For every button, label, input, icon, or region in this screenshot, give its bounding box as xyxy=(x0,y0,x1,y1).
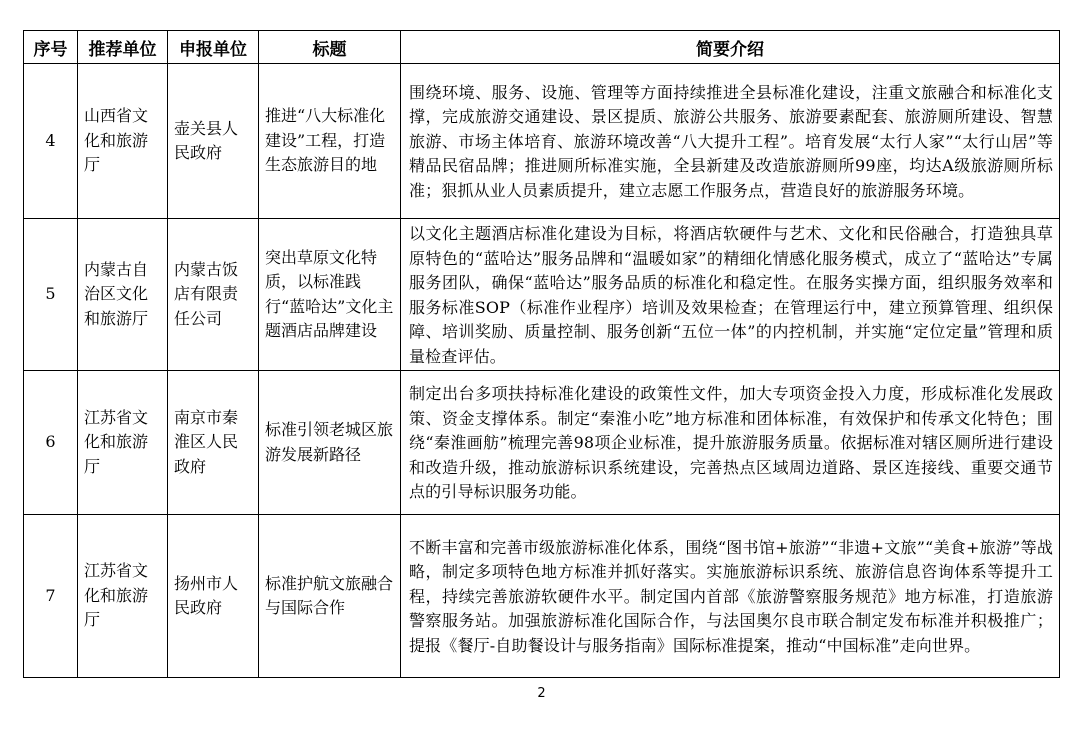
cell-serial-number: 5 xyxy=(24,219,78,371)
cell-serial-number: 7 xyxy=(24,515,78,678)
cell-title: 推进“八大标准化建设”工程，打造生态旅游目的地 xyxy=(259,64,401,219)
cell-title: 标准护航文旅融合与国际合作 xyxy=(259,515,401,678)
cell-title: 标准引领老城区旅游发展新路径 xyxy=(259,371,401,515)
header-brief-introduction: 简要介绍 xyxy=(401,31,1060,64)
cell-applying-unit: 南京市秦淮区人民政府 xyxy=(168,371,259,515)
table-header-row xyxy=(24,31,1060,64)
cell-applying-unit: 内蒙古饭店有限责任公司 xyxy=(168,219,259,371)
header-applying-unit: 申报单位 xyxy=(168,31,259,64)
cell-brief-introduction: 制定出台多项扶持标准化建设的政策性文件，加大专项资金投入力度，形成标准化发展政策、资金支撑体系。制定“秦淮小吃”地方标准和团体标准，有效保护和传承文化特色；围绕“秦淮画舫”梳理完善98项企业标准，提升旅游服务质量。依据标准对辖区厕所进行建设和改造升级，推动旅游标识系统建设，完善热点区域周边道路、景区连接线、重要交通节点的引导标识服务功能。 xyxy=(401,371,1060,515)
cell-recommending-unit: 山西省文化和旅游厅 xyxy=(78,64,168,219)
cell-recommending-unit: 江苏省文化和旅游厅 xyxy=(78,371,168,515)
page-number: 2 xyxy=(537,686,546,701)
cell-serial-number: 4 xyxy=(24,64,78,219)
header-title: 标题 xyxy=(259,31,401,64)
header-serial-number: 序号 xyxy=(24,31,78,64)
standardization-cases-table xyxy=(23,30,1060,678)
cell-serial-number: 6 xyxy=(24,371,78,515)
cell-brief-introduction: 围绕环境、服务、设施、管理等方面持续推进全县标准化建设，注重文旅融合和标准化支撑，完成旅游交通建设、景区提质、旅游公共服务、旅游要素配套、旅游厕所建设、智慧旅游、市场主体培育、旅游环境改善“八大提升工程”。培育发展“太行人家”“太行山居”等精品民宿品牌；推进厕所标准实施，全县新建及改造旅游厕所99座，均达A级旅游厕所标准；狠抓从业人员素质提升，建立志愿工作服务点，营造良好的旅游服务环境。 xyxy=(401,64,1060,219)
table-row xyxy=(24,515,1060,678)
cell-brief-introduction: 以文化主题酒店标准化建设为目标，将酒店软硬件与艺术、文化和民俗融合，打造独具草原特色的“蓝哈达”服务品牌和“温暖如家”的精细化情感化服务模式，成立了“蓝哈达”专属服务团队，确保“蓝哈达”服务品质的标准化和稳定性。在服务实操方面，组织服务效率和服务标准SOP（标准作业程序）培训及效果检查；在管理运行中，建立预算管理、组织保障、培训奖励、质量控制、服务创新“五位一体”的内控机制，并实施“定位定量”管理和质量检查评估。 xyxy=(401,219,1060,371)
cell-recommending-unit: 内蒙古自治区文化和旅游厅 xyxy=(78,219,168,371)
cell-applying-unit: 扬州市人民政府 xyxy=(168,515,259,678)
table-row xyxy=(24,219,1060,371)
cell-applying-unit: 壶关县人民政府 xyxy=(168,64,259,219)
header-recommending-unit: 推荐单位 xyxy=(78,31,168,64)
cell-brief-introduction: 不断丰富和完善市级旅游标准化体系，围绕“图书馆+旅游”“非遗+文旅”“美食+旅游”等战略，制定多项特色地方标准并抓好落实。实施旅游标识系统、旅游信息咨询体系等提升工程，持续完善旅游软硬件水平。制定国内首部《旅游警察服务规范》地方标准，打造旅游警察服务站。加强旅游标准化国际合作，与法国奥尔良市联合制定发布标准并积极推广；提报《餐厅-自助餐设计与服务指南》国际标准提案，推动“中国标准”走向世界。 xyxy=(401,515,1060,678)
cell-recommending-unit: 江苏省文化和旅游厅 xyxy=(78,515,168,678)
table-row xyxy=(24,64,1060,219)
cell-title: 突出草原文化特质，以标准践行“蓝哈达”文化主题酒店品牌建设 xyxy=(259,219,401,371)
table-row xyxy=(24,371,1060,515)
